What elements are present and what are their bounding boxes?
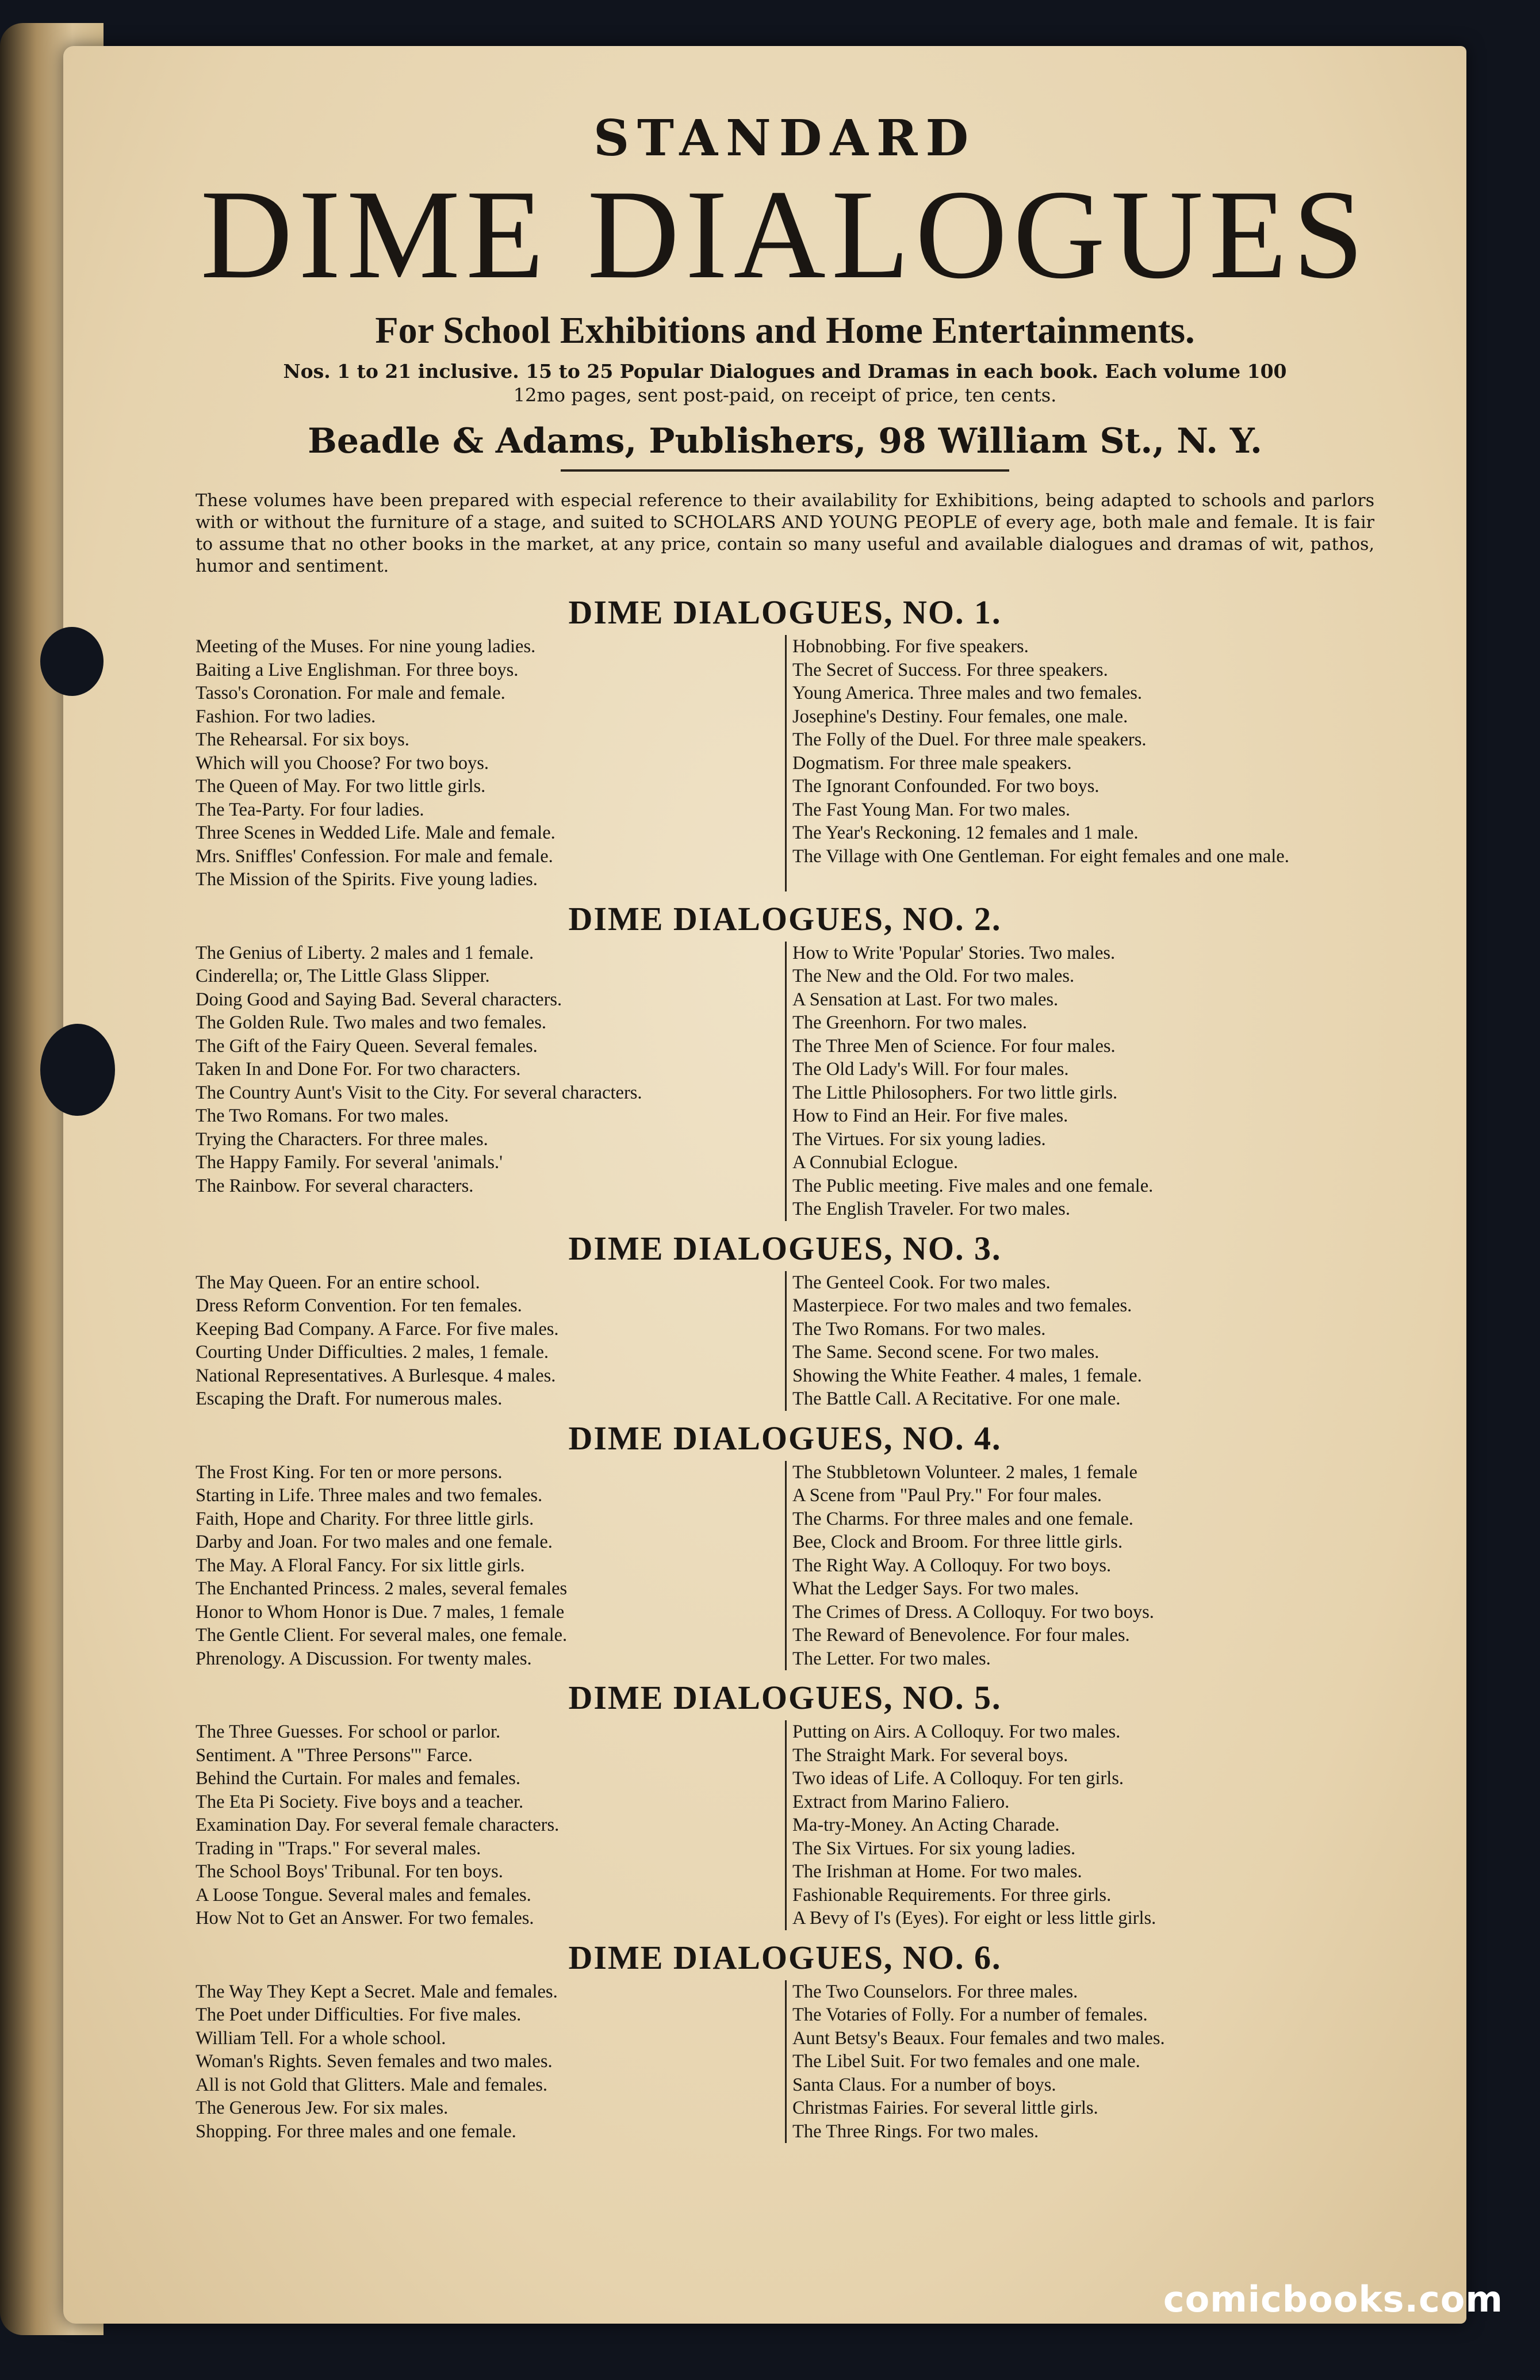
dialogue-entry: The Little Philosophers. For two little girls. (792, 1082, 1118, 1103)
dialogue-sections (196, 593, 1374, 2143)
right-column (785, 1271, 1374, 1411)
dialogue-entry: The Virtues. For six young ladies. (792, 1128, 1046, 1150)
dialogue-entry: The Letter. For two males. (792, 1648, 991, 1669)
dialogue-entry: The School Boys' Tribunal. For ten boys. (196, 1861, 503, 1882)
left-column (196, 635, 785, 891)
dialogue-section (196, 1938, 1374, 2144)
dialogue-entry: The Year's Reckoning. 12 females and 1 male. (792, 822, 1139, 844)
right-column (785, 635, 1374, 891)
dialogue-entry: Mrs. Sniffles' Confession. For male and female. (196, 845, 553, 867)
dialogue-entry: A Sensation at Last. For two males. (792, 989, 1059, 1010)
dialogue-entry: Keeping Bad Company. A Farce. For five males. (196, 1318, 559, 1340)
watermark: comicbooks.com (1163, 2278, 1503, 2320)
dialogue-entry: The Golden Rule. Two males and two females. (196, 1012, 546, 1034)
publisher-line: Beadle & Adams, Publishers, 98 William St., N. Y. (308, 421, 1262, 462)
masthead (196, 109, 1374, 472)
dialogue-entry: Santa Claus. For a number of boys. (792, 2074, 1056, 2095)
subtitle: For School Exhibitions and Home Entertainments. (375, 309, 1195, 351)
dialogue-entry: The Gentle Client. For several males, one female. (196, 1625, 568, 1646)
dialogue-entry: Meeting of the Muses. For nine young ladies. (196, 636, 536, 657)
dialogue-entry: Courting Under Difficulties. 2 males, 1 female. (196, 1342, 549, 1363)
dialogue-entry: National Representatives. A Burlesque. 4 males. (196, 1365, 556, 1386)
right-column (785, 1720, 1374, 1930)
dialogue-section (196, 593, 1374, 891)
dialogue-entry: How to Find an Heir. For five males. (792, 1105, 1068, 1127)
dialogue-entry: The Battle Call. A Recitative. For one male. (792, 1388, 1121, 1410)
dialogue-section (196, 1229, 1374, 1411)
dialogue-entry: A Connubial Eclogue. (792, 1152, 958, 1173)
divider (561, 469, 1009, 472)
dialogue-entry: How to Write 'Popular' Stories. Two males. (792, 942, 1116, 963)
dialogue-section (196, 1678, 1374, 1930)
dialogue-entry: The Enchanted Princess. 2 males, several females (196, 1578, 568, 1600)
dialogue-entry: Taken In and Done For. For two characters. (196, 1059, 521, 1080)
dialogue-entry: The Charms. For three males and one female. (792, 1508, 1133, 1529)
dialogue-entry: Josephine's Destiny. Four females, one male. (792, 706, 1128, 727)
dialogue-entry: The Six Virtues. For six young ladies. (792, 1838, 1076, 1859)
dialogue-section (196, 1419, 1374, 1671)
section-title: DIME DIALOGUES, NO. 3. (568, 1229, 1002, 1267)
dialogue-entry: Woman's Rights. Seven females and two males. (196, 2051, 553, 2072)
dialogue-entry: William Tell. For a whole school. (196, 2027, 446, 2049)
dialogue-entry: Trading in "Traps." For several males. (196, 1838, 481, 1859)
dialogue-entry: Trying the Characters. For three males. (196, 1128, 488, 1150)
dialogue-entry: A Bevy of I's (Eyes). For eight or less little girls. (792, 1908, 1156, 1929)
dialogue-entry: Showing the White Feather. 4 males, 1 female. (792, 1365, 1142, 1386)
dialogue-entry: The Poet under Difficulties. For five males. (196, 2004, 522, 2026)
right-column (785, 1980, 1374, 2144)
dialogue-entry: Hobnobbing. For five speakers. (792, 636, 1029, 657)
dialogue-entry: Behind the Curtain. For males and females. (196, 1768, 521, 1789)
dialogue-entry: The Same. Second scene. For two males. (792, 1342, 1100, 1363)
dialogue-entry: The Rehearsal. For six boys. (196, 729, 409, 751)
dialogue-entry: The Three Men of Science. For four males. (792, 1035, 1116, 1057)
volumes-line: Nos. 1 to 21 inclusive. 15 to 25 Popular Dialogues and Dramas in each book. Each volume 100 (283, 360, 1287, 382)
dialogue-entry: The Public meeting. Five males and one female. (792, 1175, 1154, 1196)
dialogue-entry: The Libel Suit. For two females and one male. (792, 2051, 1140, 2072)
dialogue-entry: The Mission of the Spirits. Five young ladies. (196, 869, 538, 890)
dialogue-entry: A Scene from "Paul Pry." For four males. (792, 1485, 1102, 1506)
dialogue-entry: Phrenology. A Discussion. For twenty males. (196, 1648, 532, 1669)
right-column (785, 1461, 1374, 1671)
dialogue-entry: The Generous Jew. For six males. (196, 2098, 449, 2119)
dialogue-entry: The Crimes of Dress. A Colloquy. For two boys. (792, 1601, 1154, 1623)
intro-paragraph: These volumes have been prepared with especial reference to their availability for Exhibitions, being adapted to schools and parlors with or without the furniture of a stage, and suited to SCHOLARS AND YOUNG PEOPLE of every age, both male and female. It is fair to assume that no other books in the market, at any price, contain so many useful and available dialogues and dramas of wit, pathos, humor and sentiment. (196, 491, 1374, 576)
section-columns (196, 1980, 1374, 2144)
section-title: DIME DIALOGUES, NO. 5. (568, 1679, 1002, 1717)
pages-line: 12mo pages, sent post-paid, on receipt of price, ten cents. (513, 384, 1057, 406)
dialogue-entry: The Village with One Gentleman. For eight females and one male. (792, 845, 1289, 867)
section-columns (196, 1271, 1374, 1411)
dialogue-entry: The English Traveler. For two males. (792, 1199, 1070, 1220)
dialogue-entry: Doing Good and Saying Bad. Several characters. (196, 989, 562, 1010)
section-columns (196, 635, 1374, 891)
dialogue-entry: The Tea-Party. For four ladies. (196, 799, 424, 820)
dialogue-entry: Starting in Life. Three males and two females. (196, 1485, 543, 1506)
dialogue-entry: The Three Guesses. For school or parlor. (196, 1721, 501, 1743)
page-tear (40, 627, 104, 696)
dialogue-entry: The May Queen. For an entire school. (196, 1272, 480, 1293)
dialogue-entry: Honor to Whom Honor is Due. 7 males, 1 female (196, 1601, 565, 1623)
page-tear (40, 1024, 115, 1116)
dialogue-entry: The Genius of Liberty. 2 males and 1 female. (196, 942, 534, 963)
dialogue-entry: The Two Romans. For two males. (196, 1105, 449, 1127)
dialogue-entry: Darby and Joan. For two males and one female. (196, 1532, 553, 1553)
dialogue-entry: The Votaries of Folly. For a number of females. (792, 2004, 1148, 2026)
dialogue-entry: Which will you Choose? For two boys. (196, 752, 489, 774)
dialogue-entry: The Happy Family. For several 'animals.' (196, 1152, 503, 1173)
dialogue-entry: The Two Counselors. For three males. (792, 1981, 1078, 2002)
page-title: DIME DIALOGUES (200, 164, 1370, 305)
left-column (196, 1271, 785, 1411)
dialogue-entry: Dogmatism. For three male speakers. (792, 752, 1072, 774)
dialogue-entry: Christmas Fairies. For several little girls. (792, 2098, 1098, 2119)
dialogue-entry: The Right Way. A Colloquy. For two boys. (792, 1555, 1112, 1576)
dialogue-entry: The Two Romans. For two males. (792, 1318, 1046, 1340)
dialogue-entry: The Three Rings. For two males. (792, 2121, 1039, 2142)
dialogue-entry: Fashion. For two ladies. (196, 706, 376, 727)
section-title: DIME DIALOGUES, NO. 1. (568, 594, 1002, 632)
standard-label: STANDARD (593, 109, 977, 167)
left-column (196, 942, 785, 1221)
dialogue-entry: What the Ledger Says. For two males. (792, 1578, 1079, 1600)
dialogue-entry: Faith, Hope and Charity. For three little girls. (196, 1508, 534, 1529)
section-columns (196, 942, 1374, 1221)
dialogue-entry: The May. A Floral Fancy. For six little girls. (196, 1555, 525, 1576)
section-columns (196, 1720, 1374, 1930)
dialogue-entry: Extract from Marino Faliero. (792, 1791, 1010, 1812)
dialogue-entry: The Irishman at Home. For two males. (792, 1861, 1082, 1882)
dialogue-entry: The New and the Old. For two males. (792, 966, 1075, 987)
dialogue-entry: The Greenhorn. For two males. (792, 1012, 1027, 1034)
section-columns (196, 1461, 1374, 1671)
dialogue-entry: Aunt Betsy's Beaux. Four females and two males. (792, 2027, 1165, 2049)
dialogue-entry: Sentiment. A "Three Persons'" Farce. (196, 1744, 473, 1766)
dialogue-entry: Bee, Clock and Broom. For three little girls. (792, 1532, 1123, 1553)
dialogue-entry: The Reward of Benevolence. For four males. (792, 1625, 1130, 1646)
dialogue-entry: Baiting a Live Englishman. For three boys. (196, 659, 519, 680)
dialogue-entry: The Secret of Success. For three speakers. (792, 659, 1108, 680)
dialogue-entry: The Fast Young Man. For two males. (792, 799, 1070, 820)
dialogue-entry: Ma-try-Money. An Acting Charade. (792, 1815, 1060, 1836)
dialogue-entry: Cinderella; or, The Little Glass Slipper. (196, 966, 490, 987)
dialogue-entry: Escaping the Draft. For numerous males. (196, 1388, 503, 1410)
dialogue-entry: Three Scenes in Wedded Life. Male and female. (196, 822, 556, 844)
dialogue-entry: The Genteel Cook. For two males. (792, 1272, 1051, 1293)
dialogue-entry: The Folly of the Duel. For three male speakers. (792, 729, 1147, 751)
dialogue-entry: Young America. Three males and two females. (792, 683, 1143, 704)
dialogue-entry: All is not Gold that Glitters. Male and females. (196, 2074, 547, 2095)
section-title: DIME DIALOGUES, NO. 2. (568, 900, 1002, 938)
dialogue-entry: Dress Reform Convention. For ten females. (196, 1295, 522, 1317)
right-column (785, 942, 1374, 1221)
left-column (196, 1461, 785, 1671)
dialogue-entry: Putting on Airs. A Colloquy. For two males. (792, 1721, 1121, 1743)
dialogue-entry: The Eta Pi Society. Five boys and a teacher. (196, 1791, 524, 1812)
dialogue-entry: The Rainbow. For several characters. (196, 1175, 474, 1196)
dialogue-entry: Shopping. For three males and one female. (196, 2121, 516, 2142)
dialogue-entry: Two ideas of Life. A Colloquy. For ten girls. (792, 1768, 1124, 1789)
dialogue-entry: The Frost King. For ten or more persons. (196, 1461, 503, 1483)
left-column (196, 1720, 785, 1930)
dialogue-entry: The Old Lady's Will. For four males. (792, 1059, 1069, 1080)
dialogue-entry: Masterpiece. For two males and two females. (792, 1295, 1132, 1317)
dialogue-entry: The Ignorant Confounded. For two boys. (792, 776, 1100, 797)
dialogue-entry: The Stubbletown Volunteer. 2 males, 1 female (792, 1461, 1137, 1483)
dialogue-entry: Tasso's Coronation. For male and female. (196, 683, 505, 704)
dialogue-entry: The Country Aunt's Visit to the City. For several characters. (196, 1082, 642, 1103)
section-title: DIME DIALOGUES, NO. 4. (568, 1419, 1002, 1457)
section-title: DIME DIALOGUES, NO. 6. (568, 1938, 1002, 1976)
dialogue-entry: Fashionable Requirements. For three girls. (792, 1884, 1112, 1905)
dialogue-entry: The Gift of the Fairy Queen. Several females. (196, 1035, 538, 1057)
dialogue-entry: How Not to Get an Answer. For two females. (196, 1908, 534, 1929)
dialogue-entry: The Straight Mark. For several boys. (792, 1744, 1068, 1766)
dialogue-entry: The Way They Kept a Secret. Male and females. (196, 1981, 558, 2002)
dialogue-entry: The Queen of May. For two little girls. (196, 776, 486, 797)
dialogue-entry: A Loose Tongue. Several males and females. (196, 1884, 531, 1905)
dialogue-section (196, 900, 1374, 1221)
catalog-page (63, 46, 1466, 2324)
dialogue-entry: Examination Day. For several female characters. (196, 1815, 560, 1836)
left-column (196, 1980, 785, 2144)
